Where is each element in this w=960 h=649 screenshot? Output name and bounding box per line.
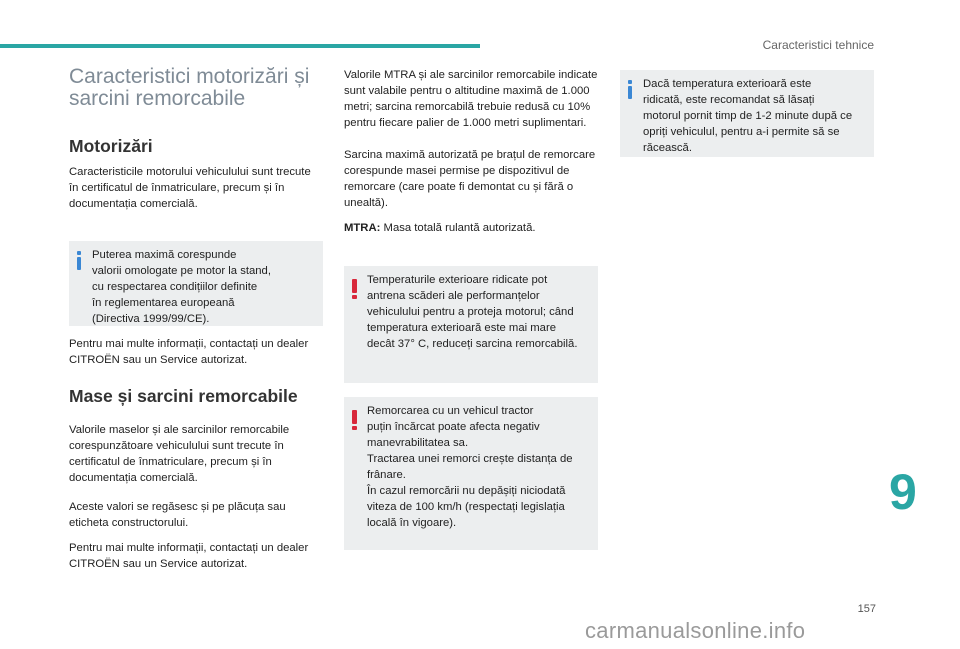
page-number: 157 xyxy=(857,603,876,615)
column-middle xyxy=(344,67,598,557)
motorizari-paragraph-1: Caracteristicile motorului vehiculului sunt trecute în certificatul de înmatriculare, precum și în documentația comercială. xyxy=(69,166,311,210)
header-accent-bar xyxy=(0,44,480,48)
info-icon xyxy=(628,80,632,99)
mase-paragraph-1: Valorile maselor și ale sarcinilor remorcabile corespunzătoare vehiculului sunt trecute în certificatul de înmatriculare, precum și în documentația comercială. xyxy=(69,424,290,484)
heading-motorizari: Motorizări xyxy=(69,136,153,156)
column-right xyxy=(620,70,874,160)
heading-mase: Mase și sarcini remorcabile xyxy=(69,386,298,406)
warning-icon xyxy=(352,410,357,430)
info-note-text: Puterea maximă corespunde valorii omologate pe motor la stand, cu respectarea condițiilor definite în reglementarea europeană (Directiva 1999/99/CE). xyxy=(92,249,271,325)
chapter-number: 9 xyxy=(889,464,917,520)
warning-temperature xyxy=(344,266,598,383)
info-note-temperature xyxy=(620,70,874,157)
warning-temperature-text: Temperaturile exterioare ridicate pot antrena scăderi ale performanțelor vehiculului pentru a proteja motorul; când temperatura exterioară este mai mare decât 37° C, reduceți sarcina remorcabilă. xyxy=(367,274,578,350)
info-icon xyxy=(77,251,81,270)
warning-icon xyxy=(352,279,357,299)
column-left xyxy=(69,66,323,586)
section-label: Caracteristici tehnice xyxy=(762,38,874,52)
page-title: Caracteristici motorizări și sarcini remorcabile xyxy=(69,65,310,110)
warning-towing xyxy=(344,397,598,550)
motorizari-paragraph-2: Pentru mai multe informații, contactați un dealer CITROËN sau un Service autorizat. xyxy=(69,338,309,366)
watermark: carmanualsonline.info xyxy=(585,618,806,643)
warning-towing-text: Remorcarea cu un vehicul tractor puțin încărcat poate afecta negativ manevrabilitatea sa. Tractarea unei remorci crește distanța de frânare. În cazul remorcării nu depășiți niciodată viteza de 100 km/h (respectați legislația locală în vigoare). xyxy=(367,405,573,529)
towbar-load-paragraph: Sarcina maximă autorizată pe brațul de remorcare corespunde masei permise pe dispozitivul de remorcare (care poate fi demontat cu și fără o unealtă). xyxy=(344,149,596,209)
mtra-text: Masa totală rulantă autorizată. xyxy=(380,222,536,234)
info-note-temperature-text: Dacă temperatura exterioară este ridicată, este recomandat să lăsați motorul pornit timp de 1-2 minute după ce opriți vehiculul, pentru a-i permite să se răcească. xyxy=(643,78,853,154)
mase-paragraph-3: Pentru mai multe informații, contactați un dealer CITROËN sau un Service autorizat. xyxy=(69,542,309,570)
info-note-motorizari xyxy=(69,241,323,326)
mase-paragraph-2: Aceste valori se regăsesc și pe plăcuța sau eticheta constructorului. xyxy=(69,501,286,529)
mtra-label: MTRA: xyxy=(344,222,381,234)
mtra-paragraph: Valorile MTRA și ale sarcinilor remorcabile indicate sunt valabile pentru o altitudine maximă de 1.000 metri; sarcina remorcabilă trebuie redusă cu 10% pentru fiecare palier de 1.000 metri suplimentari. xyxy=(344,69,598,129)
mtra-definition xyxy=(344,220,598,236)
